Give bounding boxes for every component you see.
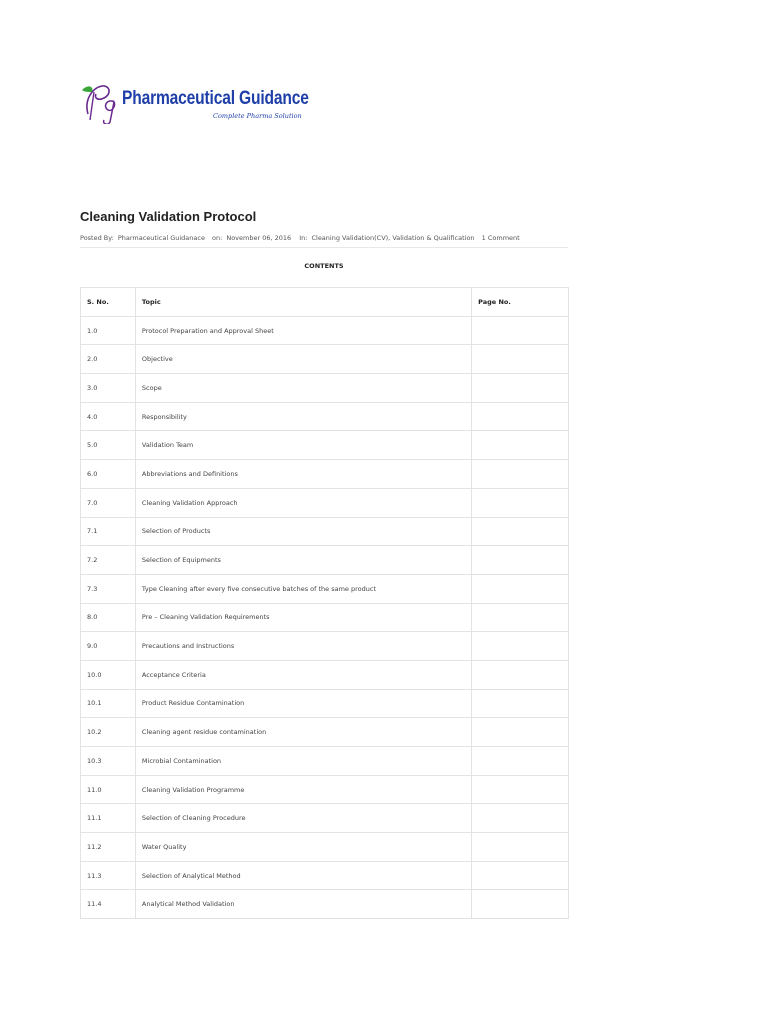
section-number-cell: 11.2 xyxy=(81,833,136,862)
contents-heading: CONTENTS xyxy=(304,262,344,270)
page-number-cell xyxy=(472,689,569,718)
section-number-cell: 7.3 xyxy=(81,574,136,603)
topic-cell: Objective xyxy=(135,345,471,374)
table-row xyxy=(81,345,569,374)
posted-by-label: Posted By: xyxy=(80,234,114,242)
table-row xyxy=(81,603,569,632)
table-row xyxy=(81,574,569,603)
post-date: November 06, 2016 xyxy=(226,234,292,242)
table-row xyxy=(81,460,569,489)
section-number-cell: 10.1 xyxy=(81,689,136,718)
page-number-cell xyxy=(472,546,569,575)
brand-name: Pharmaceutical Guidance xyxy=(122,88,309,109)
section-number-cell: 10.0 xyxy=(81,660,136,689)
column-header-topic: Topic xyxy=(135,288,471,317)
brand-tagline: Complete Pharma Solution xyxy=(213,112,302,120)
topic-cell: Product Residue Contamination xyxy=(135,689,471,718)
post-meta xyxy=(80,234,520,242)
page-number-cell xyxy=(472,431,569,460)
page-number-cell xyxy=(472,861,569,890)
section-number-cell: 2.0 xyxy=(81,345,136,374)
section-number-cell: 11.4 xyxy=(81,890,136,919)
page-number-cell xyxy=(472,345,569,374)
section-number-cell: 10.3 xyxy=(81,747,136,776)
topic-cell: Responsibility xyxy=(135,402,471,431)
section-number-cell: 11.3 xyxy=(81,861,136,890)
topic-cell: Cleaning Validation Approach xyxy=(135,488,471,517)
table-row xyxy=(81,775,569,804)
table-row xyxy=(81,374,569,403)
site-logo[interactable] xyxy=(80,78,320,128)
page-number-cell xyxy=(472,775,569,804)
page-number-cell xyxy=(472,660,569,689)
post-title[interactable]: Cleaning Validation Protocol xyxy=(80,209,257,224)
topic-cell: Cleaning agent residue contamination xyxy=(135,718,471,747)
table-row xyxy=(81,546,569,575)
date-label: on: xyxy=(212,234,223,242)
section-number-cell: 3.0 xyxy=(81,374,136,403)
table-row xyxy=(81,517,569,546)
author-link[interactable]: Pharmaceutical Guidanace xyxy=(117,234,205,242)
page-number-cell xyxy=(472,747,569,776)
table-row xyxy=(81,402,569,431)
comments-link[interactable]: 1 Comment xyxy=(481,234,520,242)
topic-cell: Cleaning Validation Programme xyxy=(135,775,471,804)
section-number-cell: 7.1 xyxy=(81,517,136,546)
page-number-cell xyxy=(472,402,569,431)
section-number-cell: 11.0 xyxy=(81,775,136,804)
page-number-cell xyxy=(472,460,569,489)
pg-monogram-icon xyxy=(80,80,124,124)
column-header-sno: S. No. xyxy=(81,288,136,317)
table-row xyxy=(81,488,569,517)
page-number-cell xyxy=(472,574,569,603)
table-row xyxy=(81,316,569,345)
topic-cell: Selection of Analytical Method xyxy=(135,861,471,890)
page-number-cell xyxy=(472,374,569,403)
topic-cell: Acceptance Criteria xyxy=(135,660,471,689)
section-number-cell: 6.0 xyxy=(81,460,136,489)
topic-cell: Selection of Cleaning Procedure xyxy=(135,804,471,833)
section-number-cell: 11.1 xyxy=(81,804,136,833)
section-number-cell: 5.0 xyxy=(81,431,136,460)
page-number-cell xyxy=(472,517,569,546)
divider xyxy=(80,247,568,248)
page-number-cell xyxy=(472,632,569,661)
page-number-cell xyxy=(472,890,569,919)
page-number-cell xyxy=(472,603,569,632)
table-row xyxy=(81,890,569,919)
page-number-cell xyxy=(472,316,569,345)
table-row xyxy=(81,804,569,833)
page-number-cell xyxy=(472,488,569,517)
table-row xyxy=(81,718,569,747)
category-label: In: xyxy=(299,234,308,242)
topic-cell: Selection of Products xyxy=(135,517,471,546)
topic-cell: Analytical Method Validation xyxy=(135,890,471,919)
topic-cell: Precautions and Instructions xyxy=(135,632,471,661)
table-row xyxy=(81,833,569,862)
table-row xyxy=(81,689,569,718)
topic-cell: Scope xyxy=(135,374,471,403)
topic-cell: Type Cleaning after every five consecutive batches of the same product xyxy=(135,574,471,603)
table-row xyxy=(81,861,569,890)
topic-cell: Abbreviations and Definitions xyxy=(135,460,471,489)
page-number-cell xyxy=(472,804,569,833)
table-row xyxy=(81,660,569,689)
contents-table-body xyxy=(81,316,569,918)
section-number-cell: 1.0 xyxy=(81,316,136,345)
topic-cell: Pre – Cleaning Validation Requirements xyxy=(135,603,471,632)
section-number-cell: 8.0 xyxy=(81,603,136,632)
section-number-cell: 7.0 xyxy=(81,488,136,517)
section-number-cell: 9.0 xyxy=(81,632,136,661)
topic-cell: Protocol Preparation and Approval Sheet xyxy=(135,316,471,345)
category-links[interactable]: Cleaning Validation(CV), Validation & Qualification xyxy=(311,234,475,242)
topic-cell: Selection of Equipments xyxy=(135,546,471,575)
section-number-cell: 7.2 xyxy=(81,546,136,575)
column-header-page: Page No. xyxy=(472,288,569,317)
table-row xyxy=(81,747,569,776)
topic-cell: Validation Team xyxy=(135,431,471,460)
table-header-row xyxy=(81,288,569,317)
section-number-cell: 4.0 xyxy=(81,402,136,431)
contents-table xyxy=(80,287,569,919)
table-row xyxy=(81,632,569,661)
topic-cell: Water Quality xyxy=(135,833,471,862)
topic-cell: Microbial Contamination xyxy=(135,747,471,776)
page-number-cell xyxy=(472,718,569,747)
section-number-cell: 10.2 xyxy=(81,718,136,747)
page-number-cell xyxy=(472,833,569,862)
table-row xyxy=(81,431,569,460)
